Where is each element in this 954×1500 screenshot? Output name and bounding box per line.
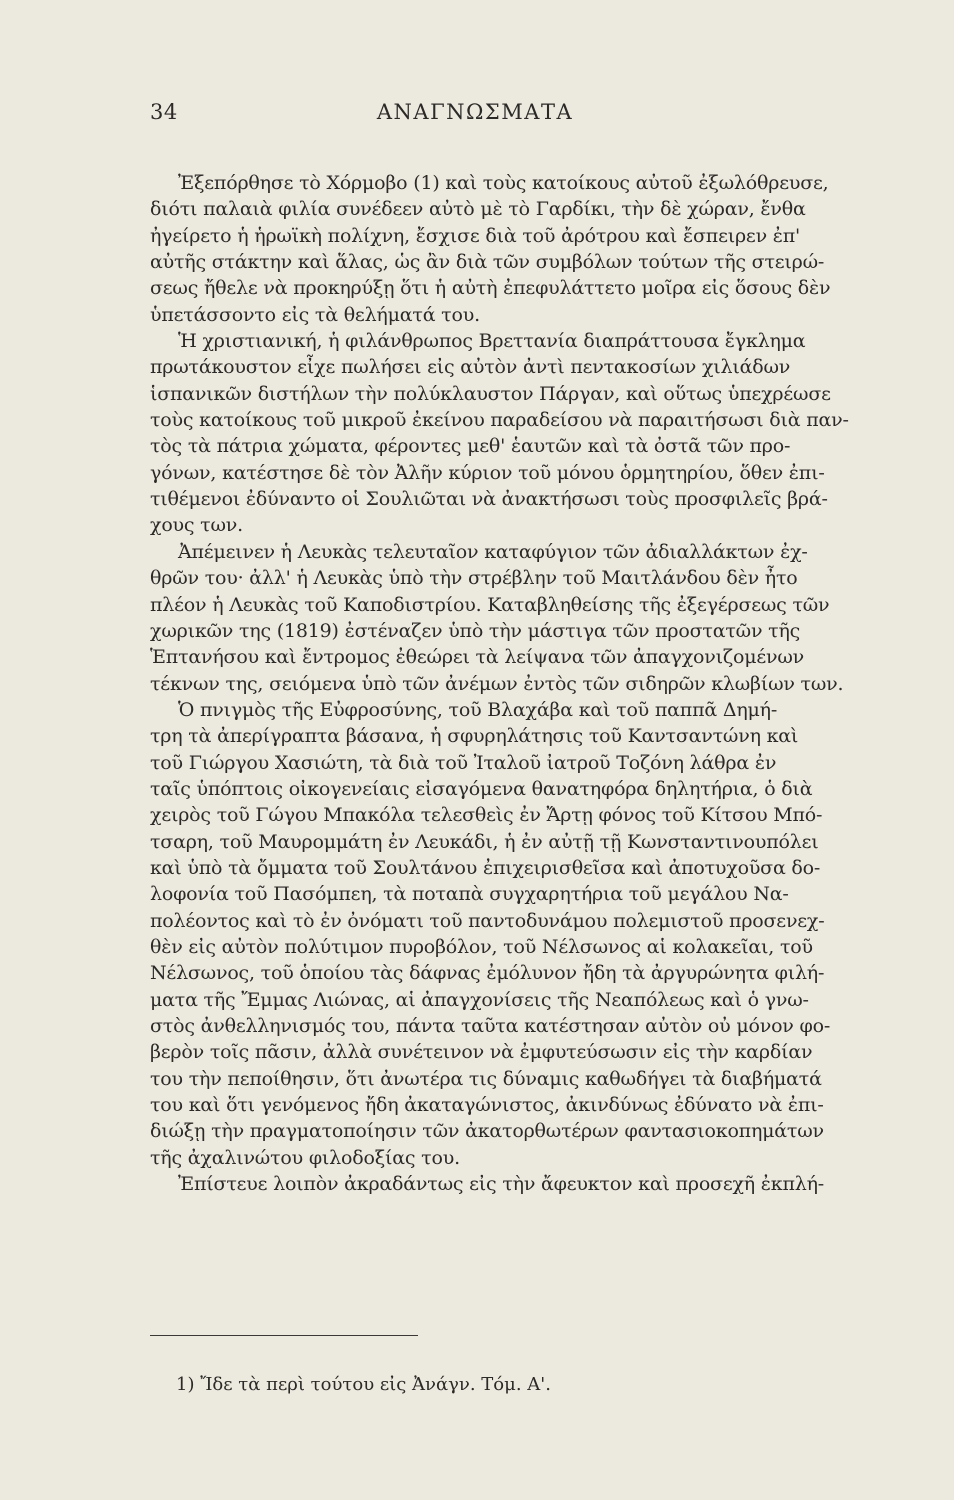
text-line: Νέλσωνος, τοῦ ὁποίου τὰς δάφνας ἐμόλυνον ἤδη τὰ ἀργυρώνητα φιλή- [150, 962, 825, 985]
text-line: πλέον ἡ Λευκὰς τοῦ Καποδιστρίου. Καταβληθείσης τῆς ἐξεγέρσεως τῶν [150, 593, 830, 616]
text-line: θρῶν του· ἀλλ' ἡ Λευκὰς ὑπὸ τὴν στρέβλην τοῦ Μαιτλάνδου δὲν ἦτο [150, 567, 798, 590]
text-line: χωρικῶν της (1819) ἐστέναζεν ὑπὸ τὴν μάστιγα τῶν προστατῶν τῆς [150, 619, 801, 642]
text-line: τρη τὰ ἀπερίγραπτα βάσανα, ἡ σφυρηλάτησις τοῦ Καντσαντώνη καὶ [150, 725, 799, 748]
page-header [150, 100, 800, 132]
text-line: καὶ ὑπὸ τὰ ὄμματα τοῦ Σουλτάνου ἐπιχειρισθεῖσα καὶ ἀποτυχοῦσα δο- [150, 856, 821, 879]
text-line: ὑπετάσσοντο εἰς τὰ θελήματά του. [150, 303, 480, 326]
page-number: 34 [150, 100, 178, 124]
body-text [150, 170, 935, 1197]
text-line: πρωτάκουστον εἶχε πωλήσει εἰς αὐτὸν ἀντὶ πεντακοσίων χιλιάδων [150, 356, 791, 379]
footnote: 1) Ἴδε τὰ περὶ τούτου εἰς Ἀνάγν. Τόμ. Α'. [176, 1374, 551, 1395]
text-line: τέκνων της, σειόμενα ὑπὸ τῶν ἀνέμων ἐντὸς τῶν σιδηρῶν κλωβίων των. [150, 672, 844, 695]
text-line: βερὸν τοῖς πᾶσιν, ἀλλὰ συνέτεινον νὰ ἐμφυτεύσωσιν εἰς τὴν καρδίαν [150, 1041, 813, 1064]
text-line: του τὴν πεποίθησιν, ὅτι ἀνωτέρα τις δύναμις καθωδήγει τὰ διαβήματά [150, 1067, 822, 1090]
text-line: Ἀπέμεινεν ἡ Λευκὰς τελευταῖον καταφύγιον τῶν ἀδιαλλάκτων ἐχ- [178, 540, 808, 563]
text-line: τὸς τὰ πάτρια χώματα, φέροντες μεθ' ἑαυτῶν καὶ τὰ ὀστᾶ τῶν προ- [150, 435, 791, 458]
text-line: Ὁ πνιγμὸς τῆς Εὐφροσύνης, τοῦ Βλαχάβα καὶ τοῦ παππᾶ Δημή- [178, 698, 778, 721]
text-line: γόνων, κατέστησε δὲ τὸν Ἀλῆν κύριον τοῦ μόνου ὁρμητηρίου, ὅθεν ἐπι- [150, 461, 825, 484]
text-line: διώξῃ τὴν πραγματοποίησιν τῶν ἀκατορθωτέρων φαντασιοκοπημάτων [150, 1120, 824, 1143]
text-line: ταῖς ὑπόπτοις οἰκογενείαις εἰσαγόμενα θανατηφόρα δηλητήρια, ὁ διὰ [150, 777, 813, 800]
text-line: Ἑπτανήσου καὶ ἔντρομος ἐθεώρει τὰ λείψανα τῶν ἀπαγχονιζομένων [150, 646, 804, 669]
text-line: ἠγείρετο ἡ ἡρωϊκὴ πολίχνη, ἔσχισε διὰ τοῦ ἀρότρου καὶ ἔσπειρεν ἐπ' [150, 224, 801, 247]
text-line: τιθέμενοι ἐδύναντο οἱ Σουλιῶται νὰ ἀνακτήσωσι τοὺς προσφιλεῖς βρά- [150, 488, 828, 511]
text-line: αὐτῆς στάκτην καὶ ἅλας, ὡς ἂν διὰ τῶν συμβόλων τούτων τῆς στειρώ- [150, 251, 825, 274]
text-line: πολέοντος καὶ τὸ ἐν ὀνόματι τοῦ παντοδυνάμου πολεμιστοῦ προσενεχ- [150, 909, 825, 932]
text-line: σεως ἤθελε νὰ προκηρύξῃ ὅτι ἡ αὐτὴ ἐπεφυλάττετο μοῖρα εἰς ὅσους δὲν [150, 277, 831, 300]
text-line: Ἐξεπόρθησε τὸ Χόρμοβο (1) καὶ τοὺς κατοίκους αὐτοῦ ἐξωλόθρευσε, [178, 172, 829, 194]
footnote-divider [150, 1335, 418, 1336]
text-line: τσαρη, τοῦ Μαυρομμάτη ἐν Λευκάδι, ἡ ἐν αὐτῇ τῇ Κωνσταντινουπόλει [150, 830, 819, 853]
text-line: Ἐπίστευε λοιπὸν ἀκραδάντως εἰς τὴν ἄφευκτον καὶ προσεχῆ ἐκπλή- [178, 1173, 825, 1196]
text-line: στὸς ἀνθελληνισμός του, πάντα ταῦτα κατέστησαν αὐτὸν οὐ μόνον φο- [150, 1015, 831, 1037]
text-line: χους των. [150, 514, 243, 537]
text-line: λοφονία τοῦ Πασόμπεη, τὰ ποταπὰ συγχαρητήρια τοῦ μεγάλου Να- [150, 883, 789, 906]
text-line: χειρὸς τοῦ Γώγου Μπακόλα τελεσθεὶς ἐν Ἄρτῃ φόνος τοῦ Κίτσου Μπό- [150, 804, 823, 827]
running-title: ΑΝΑΓΝΩΣΜΑΤΑ [376, 100, 574, 124]
text-line: Ἡ χριστιανική, ἡ φιλάνθρωπος Βρεττανία διαπράττουσα ἔγκλημα [178, 330, 806, 353]
text-line: τῆς ἀχαλινώτου φιλοδοξίας του. [150, 1146, 460, 1169]
text-line: ἱσπανικῶν διστήλων τὴν πολύκλαυστον Πάργαν, καὶ οὕτως ὑπεχρέωσε [150, 382, 831, 405]
text-line: τοὺς κατοίκους τοῦ μικροῦ ἐκείνου παραδείσου νὰ παραιτήσωσι διὰ παν- [150, 409, 849, 432]
text-line: ματα τῆς Ἔμμας Λιώνας, αἱ ἀπαγχονίσεις τῆς Νεαπόλεως καὶ ὁ γνω- [150, 988, 809, 1011]
text-line: τοῦ Γιώργου Χασιώτη, τὰ διὰ τοῦ Ἰταλοῦ ἰατροῦ Τοζόνη λάθρα ἐν [150, 751, 777, 774]
text-line: του καὶ ὅτι γενόμενος ἤδη ἀκαταγώνιστος, ἀκινδύνως ἐδύνατο νὰ ἐπι- [150, 1094, 824, 1117]
text-line: διότι παλαιὰ φιλία συνέδεεν αὐτὸ μὲ τὸ Γαρδίκι, τὴν δὲ χώραν, ἔνθα [150, 198, 806, 221]
text-line: θὲν εἰς αὐτὸν πολύτιμον πυροβόλον, τοῦ Νέλσωνος αἱ κολακεῖαι, τοῦ [150, 935, 813, 958]
